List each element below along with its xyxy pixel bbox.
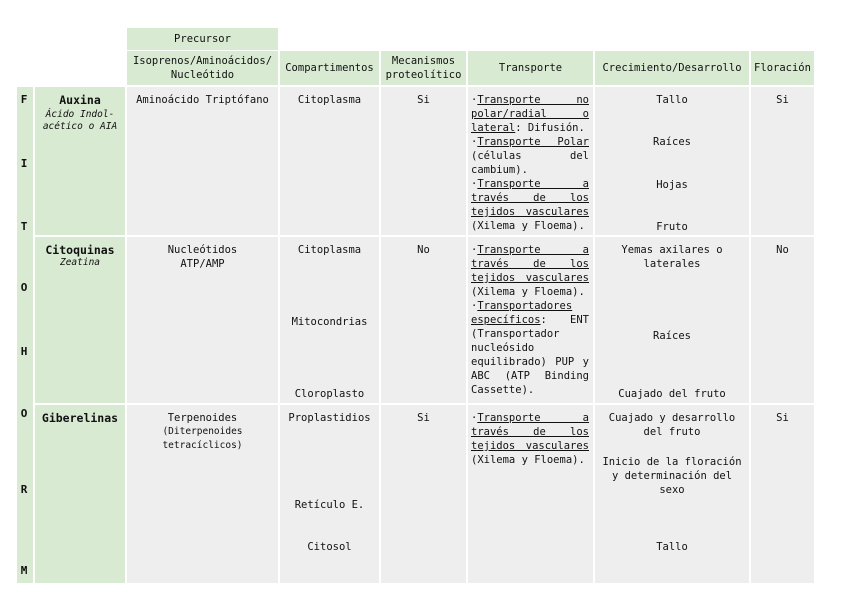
growth-text: Yemas axilares o laterales <box>621 244 723 270</box>
row-giberelinas-growth-cell <box>595 405 749 583</box>
header-col-growth <box>595 51 749 85</box>
compartment-text: Citoplasma <box>297 94 362 106</box>
growth-text: Hojas <box>656 179 688 191</box>
precursor-text: Terpenoides <box>167 412 238 424</box>
header-col-transport <box>468 51 593 85</box>
side-letter-i: I <box>20 157 28 170</box>
side-letter-o: O <box>20 281 28 294</box>
row-giberelinas-compartments-cell <box>280 405 379 583</box>
row-auxina-transport-cell <box>468 87 593 235</box>
proteolytic-text: Si <box>417 94 430 106</box>
header-col-proteolytic-label: Mecanismos proteolítico <box>385 55 462 81</box>
flowering-text: Si <box>776 412 789 424</box>
growth-text: Raíces <box>653 136 691 148</box>
transport-link: Transporte a través de los tejidos vasculares <box>471 412 589 452</box>
compartment-text: Proplastidios <box>288 412 371 424</box>
row-citoquinas-precursor-cell <box>127 237 278 403</box>
transport-paragraph: ·Transporte a través de los tejidos vasculares (Xilema y Floema). <box>471 244 589 298</box>
row-auxina-flowering-cell <box>751 87 814 235</box>
header-col-flowering-label: Floración <box>754 62 811 74</box>
transport-detail: (células del cambium). <box>471 150 589 176</box>
header-col-precursor-label: Isoprenos/Aminoácidos/ Nucleótido <box>132 55 273 81</box>
row-giberelinas-precursor-cell <box>127 405 278 583</box>
row-citoquinas-flowering-cell <box>751 237 814 403</box>
compartment-text: Mitocondrias <box>291 316 368 328</box>
side-letter-t: T <box>20 220 28 233</box>
header-group-label: Precursor <box>174 33 231 45</box>
transport-paragraph: ·Transporte Polar (células del cambium). <box>471 136 589 176</box>
header-col-proteolytic <box>381 51 466 85</box>
row-auxina-compartments-cell <box>280 87 379 235</box>
hormone-subtitle: Ácido Indol-acético o AIA <box>42 109 118 132</box>
growth-text: Cuajado y desarrollo del fruto <box>608 412 736 438</box>
header-group-precursor <box>127 28 278 50</box>
side-letter-o2: O <box>20 407 28 420</box>
row-auxina-growth-cell <box>595 87 749 235</box>
precursor-text: Nucleótidos ATP/AMP <box>167 244 238 270</box>
flowering-text: No <box>776 244 789 256</box>
header-col-compartments-label: Compartimentos <box>285 62 374 74</box>
row-citoquinas-compartments-cell <box>280 237 379 403</box>
row-auxina-proteolytic-cell <box>381 87 466 235</box>
side-letter-f: F <box>20 93 28 106</box>
growth-text: Inicio de la floración y determinación del sexo <box>602 456 742 496</box>
header-col-precursor <box>127 51 278 85</box>
row-citoquinas-growth-cell <box>595 237 749 403</box>
transport-link: Transportadores específicos <box>471 300 573 326</box>
side-letter-h: H <box>20 345 28 358</box>
transport-link: Transporte a través de los tejidos vasculares <box>471 178 589 218</box>
transport-paragraph: ·Transportadores específicos: ENT (Transportador nucleósido equilibrado) PUP y ABC (ATP Binding Cassette). <box>471 300 589 396</box>
row-citoquinas-name-cell <box>35 237 125 403</box>
transport-detail: (Xilema y Floema). <box>471 220 585 232</box>
header-col-transport-label: Transporte <box>498 62 563 74</box>
side-letter-m: M <box>20 564 28 577</box>
transport-link: Transporte a través de los tejidos vasculares <box>471 244 589 284</box>
transport-paragraph: ·Transporte no polar/radial o lateral: Difusión. <box>471 94 589 134</box>
precursor-text: Aminoácido Triptófano <box>136 94 269 106</box>
proteolytic-text: Si <box>417 412 430 424</box>
proteolytic-text: No <box>417 244 430 256</box>
compartment-text: Citoplasma <box>297 244 362 256</box>
compartment-text: Cloroplasto <box>294 388 365 400</box>
header-col-flowering <box>751 51 814 85</box>
flowering-text: Si <box>776 94 789 106</box>
hormone-name: Giberelinas <box>41 411 119 425</box>
transport-detail: : ENT (Transportador nucleósido equilibrado) PUP y ABC (ATP Binding Cassette). <box>471 314 589 396</box>
growth-text: Cuajado del fruto <box>618 388 726 400</box>
transport-link: Transporte no polar/radial o lateral <box>471 94 589 134</box>
row-giberelinas-name-cell <box>35 405 125 583</box>
row-citoquinas-transport-cell <box>468 237 593 403</box>
compartment-text: Retículo E. <box>294 499 365 511</box>
transport-link: Transporte Polar <box>477 136 589 148</box>
hormone-subtitle: Zeatina <box>59 257 101 268</box>
row-giberelinas-flowering-cell <box>751 405 814 583</box>
header-col-compartments <box>280 51 379 85</box>
transport-paragraph: ·Transporte a través de los tejidos vasculares (Xilema y Floema). <box>471 412 589 466</box>
side-label-column <box>17 87 33 583</box>
row-auxina-precursor-cell <box>127 87 278 235</box>
growth-text: Tallo <box>656 94 688 106</box>
growth-text: Raíces <box>653 330 691 342</box>
row-giberelinas-transport-cell <box>468 405 593 583</box>
row-giberelinas-proteolytic-cell <box>381 405 466 583</box>
transport-detail: (Xilema y Floema). <box>471 454 585 466</box>
growth-text: Fruto <box>656 221 688 233</box>
row-citoquinas-proteolytic-cell <box>381 237 466 403</box>
transport-detail: (Xilema y Floema). <box>471 286 585 298</box>
growth-text: Tallo <box>656 541 688 553</box>
precursor-subtext: (Diterpenoides tetracíclicos) <box>162 426 243 451</box>
row-auxina-name-cell <box>35 87 125 235</box>
side-letter-r: R <box>20 483 28 496</box>
compartment-text: Citosol <box>307 541 352 553</box>
transport-paragraph: ·Transporte a través de los tejidos vasculares (Xilema y Floema). <box>471 178 589 232</box>
header-col-growth-label: Crecimiento/Desarrollo <box>602 62 742 74</box>
hormone-name: Auxina <box>59 93 101 107</box>
transport-detail: : Difusión. <box>515 122 585 134</box>
hormone-name: Citoquinas <box>45 243 115 257</box>
